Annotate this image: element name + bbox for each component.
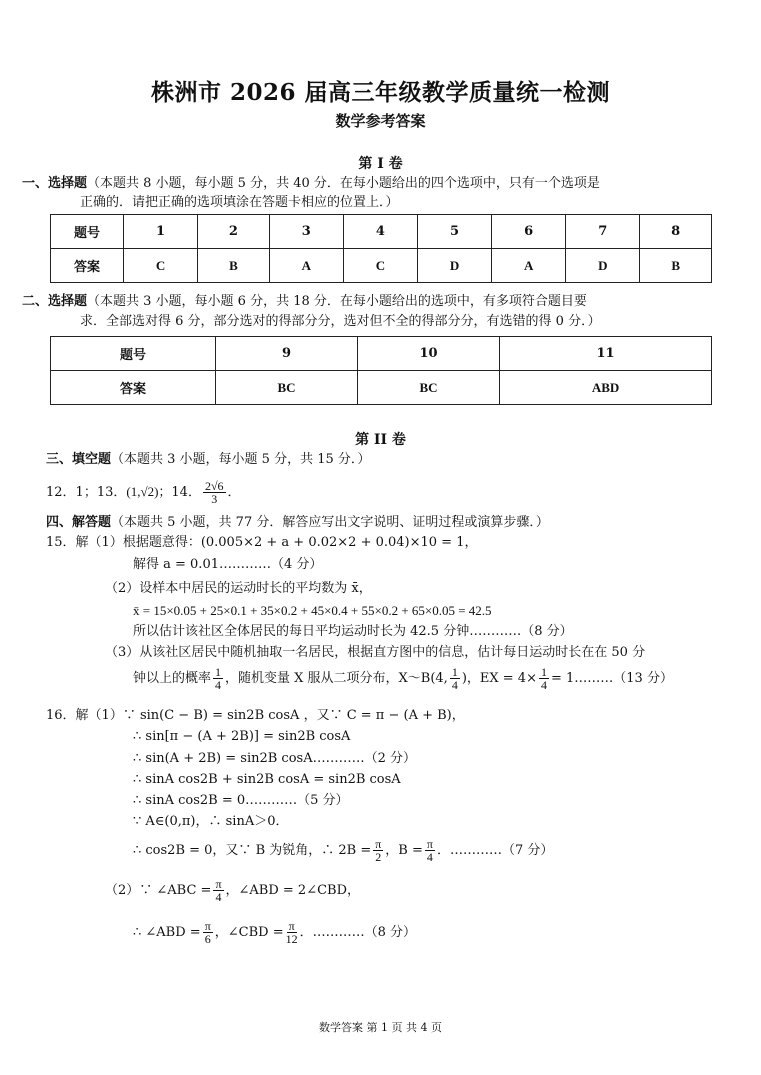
q15-line2: 解得 a = 0.01…………（4 分） (133, 557, 323, 572)
q16-line3: ∴ sin(A + 2B) = sin2B cosA…………（2 分） (133, 751, 417, 766)
q16-line4: ∴ sinA cos2B + sin2B cosA = sin2B cosA (133, 772, 401, 787)
q16-line7-text-b: ，B = (385, 843, 423, 858)
q14-denominator: 3 (211, 492, 218, 506)
section2-intro-line1 (22, 293, 587, 311)
q16-abd-numerator: π (204, 919, 211, 933)
table1-answer-label: 答案 (51, 249, 124, 283)
q15-binom-fraction (450, 666, 460, 691)
table1-number: 3 (269, 215, 343, 249)
table1-number: 6 (492, 215, 566, 249)
q16-line8-text-b: ，∠ABD = 2∠CBD， (225, 883, 361, 898)
table1-answer: A (492, 249, 566, 283)
table1-number: 4 (343, 215, 417, 249)
table2-number: 10 (357, 337, 499, 371)
page-footer: 数学答案 第 1 页 共 4 页 (319, 1021, 442, 1034)
table1-number: 1 (124, 215, 198, 249)
q16-line8 (105, 876, 360, 906)
q16-line2: ∴ sin[π − (A + 2B)] = sin2B cosA (133, 729, 351, 744)
q15-line6: （3）从该社区居民中随机抽取一名居民，根据直方图中的信息，估计每日运动时长在在 50 分 (105, 645, 646, 660)
table2-answer-label: 答案 (51, 371, 216, 405)
q16-line9-text-b: ，∠CBD = (214, 925, 284, 940)
q15-binom-denominator: 4 (451, 678, 458, 692)
q13-answer: (1,√2) (126, 484, 159, 499)
q16-line7-end: ．…………（7 分） (436, 843, 554, 858)
table1-answer: D (566, 249, 640, 283)
table2-answer: BC (357, 371, 499, 405)
table1-answer: B (198, 249, 270, 283)
section4-intro-text: （本题共 5 小题，共 77 分．解答应写出文字说明、证明过程或演算步骤．） (111, 515, 549, 530)
q12-answer: 12．1；13． (46, 485, 127, 500)
q14-numerator: 2√6 (204, 479, 224, 493)
q15-binom-numerator: 1 (451, 665, 458, 679)
q15-line7 (133, 664, 673, 694)
q16-2b-denominator: 2 (375, 850, 382, 864)
q15-line7-text-a: 钟以上的概率 (133, 671, 212, 686)
q16-line8-text-a: （2）∵ ∠ABC = (105, 883, 212, 898)
q16-line7-text-a: ∴ cos2B = 0，又∵ B 为锐角，∴ 2B = (133, 843, 372, 858)
table2-number: 11 (500, 337, 712, 371)
section4-intro (46, 514, 549, 532)
table1-answer: C (343, 249, 417, 283)
q15-prob-numerator: 1 (215, 665, 222, 679)
section4-lead: 四、解答题 (46, 515, 112, 530)
volume-one-heading: 第 I 卷 (358, 156, 403, 172)
q15-prob-denominator: 4 (215, 678, 222, 692)
q16-line1: 16．解（1）∵ sin(C − B) = sin2B cosA ，又∵ C = π − (A + B)， (46, 708, 465, 723)
q15-line7-text-b: ，随机变量 X 服从二项分布，X～B(4, (225, 671, 448, 686)
mc-answer-table-1 (50, 214, 712, 283)
q14-end: ． (227, 485, 241, 500)
q16-b-fraction (425, 838, 435, 863)
q15-line1: 15．解（1）根据题意得：(0.005×2 + a + 0.02×2 + 0.04)×10 = 1， (46, 535, 478, 550)
section2-intro-line2: 求．全部选对得 6 分，部分选对的得部分分，选对但不全的得部分分，有选错的得 0 分．） (80, 314, 601, 329)
table1-number: 2 (198, 215, 270, 249)
table1-answer: A (269, 249, 343, 283)
q16-line6: ∵ A∈(0,π)，∴ sinA＞0． (133, 814, 289, 829)
section3-intro (46, 451, 370, 469)
table2-number: 9 (216, 337, 358, 371)
q16-b-denominator: 4 (426, 850, 433, 864)
table2-answer: ABD (500, 371, 712, 405)
section3-intro-text: （本题共 3 小题，每小题 5 分，共 15 分．） (111, 452, 371, 467)
q16-line9 (133, 918, 416, 948)
q16-abd-denominator: 6 (204, 932, 211, 946)
table1-number: 8 (640, 215, 712, 249)
q16-line9-text-a: ∴ ∠ABD = (133, 925, 201, 940)
page-title: 株洲市 2026 届高三年级教学质量统一检测 (150, 79, 611, 106)
q15-line4: x̄ = 15×0.05 + 25×0.1 + 35×0.2 + 45×0.4 + 55×0.2 + 65×0.05 = 42.5 (133, 603, 492, 618)
table2-answer: BC (216, 371, 358, 405)
section2-intro-text: （本题共 3 小题，每小题 6 分，共 18 分．在每小题给出的选项中，有多项符合题目要 (87, 294, 587, 309)
q15-ex-numerator: 1 (540, 665, 547, 679)
section1-intro-line2: 正确的．请把正确的选项填涂在答题卡相应的位置上．） (80, 195, 399, 210)
table1-number: 5 (417, 215, 491, 249)
fill-in-answers (46, 477, 241, 508)
q16-line5: ∴ sinA cos2B = 0…………（5 分） (133, 793, 349, 808)
section3-lead: 三、填空题 (46, 452, 112, 467)
q16-2b-numerator: π (375, 837, 382, 851)
q15-line5: 所以估计该社区全体居民的每日平均运动时长为 42.5 分钟…………（8 分） (133, 624, 573, 639)
q16-cbd-denominator: 12 (285, 932, 298, 946)
page-subtitle: 数学参考答案 (335, 112, 426, 130)
q16-b-numerator: π (426, 837, 433, 851)
q16-abd-fraction (203, 920, 213, 945)
section1-lead: 一、选择题 (22, 176, 88, 191)
table2-header-label: 题号 (51, 337, 216, 371)
q16-line9-text-c: ．…………（8 分） (299, 925, 416, 940)
table1-number: 7 (566, 215, 640, 249)
table1-answer: C (124, 249, 198, 283)
section2-lead: 二、选择题 (22, 294, 88, 309)
volume-two-heading: 第 II 卷 (355, 432, 406, 448)
q16-line7 (133, 836, 553, 866)
q15-ex-fraction (539, 666, 549, 691)
q15-ex-denominator: 4 (540, 678, 547, 692)
section1-intro-text: （本题共 8 小题，每小题 5 分，共 40 分．在每小题给出的四个选项中，只有一个选项是 (87, 176, 600, 191)
q15-line7-text-d: = 1………（13 分） (550, 671, 673, 686)
q15-prob-fraction (213, 666, 223, 691)
mc-answer-table-2 (50, 336, 712, 405)
q16-cbd-fraction (286, 920, 298, 945)
q16-cbd-numerator: π (288, 919, 295, 933)
table1-answer: D (417, 249, 491, 283)
q16-2b-fraction (373, 838, 383, 863)
q14-fraction (203, 480, 226, 505)
table1-answer: B (640, 249, 712, 283)
q16-abc-numerator: π (215, 877, 222, 891)
q16-abc-denominator: 4 (215, 890, 222, 904)
q16-abc-fraction (213, 878, 223, 903)
q14-label: ；14． (158, 485, 201, 500)
q15-line3: （2）设样本中居民的运动时长的平均数为 x̄， (105, 581, 372, 596)
q15-line7-text-c: )，EX = 4× (461, 671, 537, 686)
section1-intro-line1 (22, 175, 600, 193)
table1-header-label: 题号 (51, 215, 124, 249)
